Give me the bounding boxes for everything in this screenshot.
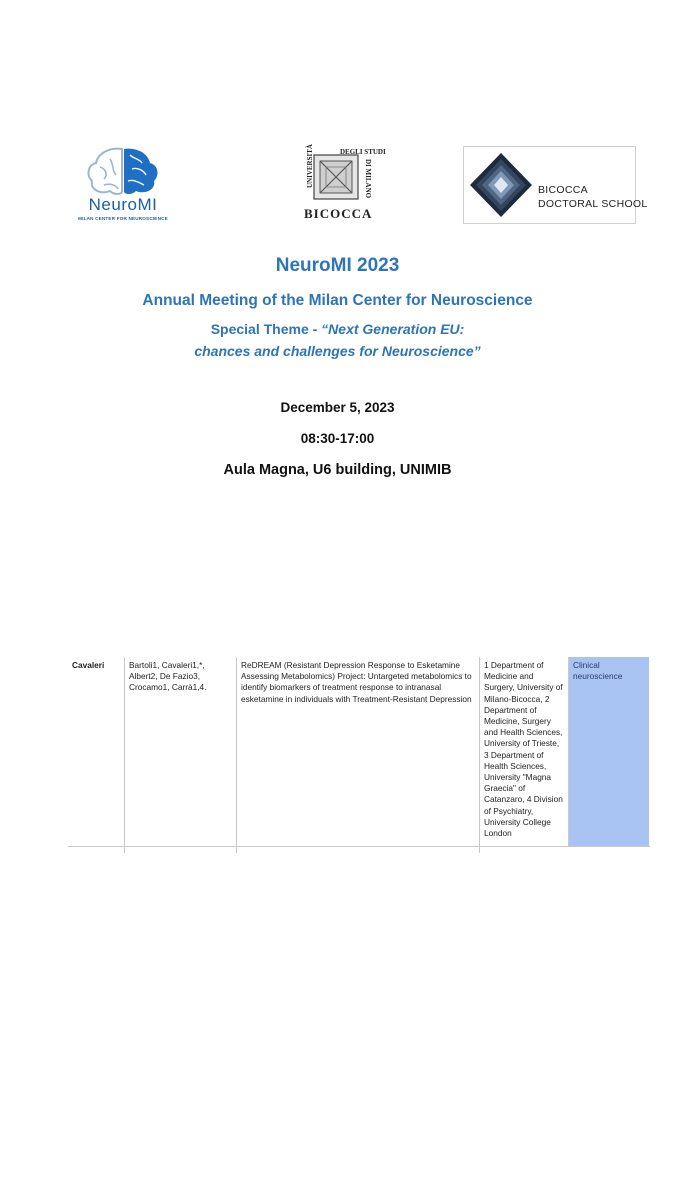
- special-theme-line2: chances and challenges for Neuroscience”: [194, 343, 481, 359]
- event-date: December 5, 2023: [280, 400, 395, 415]
- special-theme-line1: [0, 321, 675, 337]
- table-row-divider: [68, 846, 650, 847]
- neuromi-logo: [74, 145, 172, 229]
- table-cell-topic: Clinical neuroscience: [568, 657, 649, 846]
- theme-prefix: Special Theme -: [210, 321, 322, 337]
- event-venue: Aula Magna, U6 building, UNIMIB: [223, 462, 452, 478]
- doctoral-school-logo: [463, 146, 648, 224]
- doctoral-school-line1: BICOCCA: [538, 184, 588, 196]
- table-column-stub: [236, 847, 237, 853]
- brain-icon: [74, 145, 172, 197]
- table-cell-affiliations: 1 Department of Medicine and Surgery, University of Milano-Bicocca, 2 Department of Medicine, Surgery and Health Sciences, University of Trieste, 3 Department of Health Sciences, University "Magna Graecia" of Catanzaro, 4 Division of Psychiatry, University College London: [479, 657, 568, 846]
- event-time: 08:30-17:00: [300, 431, 375, 446]
- unimib-logo: [296, 143, 386, 225]
- neuromi-tagline: MILAN CENTER FOR NEUROSCIENCE: [78, 216, 168, 221]
- svg-text:DEGLI STUDI: DEGLI STUDI: [340, 148, 386, 156]
- university-seal-icon: [296, 143, 386, 205]
- doctoral-school-line2: DOCTORAL SCHOOL: [538, 198, 648, 210]
- diamond-icon: [466, 147, 536, 223]
- page-subtitle: Annual Meeting of the Milan Center for Neuroscience: [142, 292, 533, 309]
- unimib-name: BICOCCA: [304, 206, 373, 221]
- doctoral-school-text: [538, 183, 648, 211]
- table-cell-authors: Bartoli1, Cavaleri1,*, Albert2, De Fazio3, Crocamo1, Carrà1,4.: [124, 657, 236, 846]
- theme-title-part1: “Next Generation EU:: [321, 321, 465, 337]
- neuromi-wordmark: NeuroMI: [88, 195, 158, 214]
- table-cell-presenter: Cavaleri: [72, 660, 105, 670]
- page-title: NeuroMI 2023: [275, 255, 400, 276]
- table-column-stub: [124, 847, 125, 853]
- table-column-stub: [479, 847, 480, 853]
- svg-text:DI MILANO: DI MILANO: [364, 159, 372, 199]
- abstract-table: [68, 657, 650, 853]
- table-cell-title: ReDREAM (Resistant Depression Response to Esketamine Assessing Metabolomics) Project: Untargeted metabolomics to identify biomarkers of treatment response to intranasal esketamine in individuals with Treatment-Resistant Depression: [236, 657, 479, 846]
- svg-text:UNIVERSITÀ: UNIVERSITÀ: [306, 144, 314, 188]
